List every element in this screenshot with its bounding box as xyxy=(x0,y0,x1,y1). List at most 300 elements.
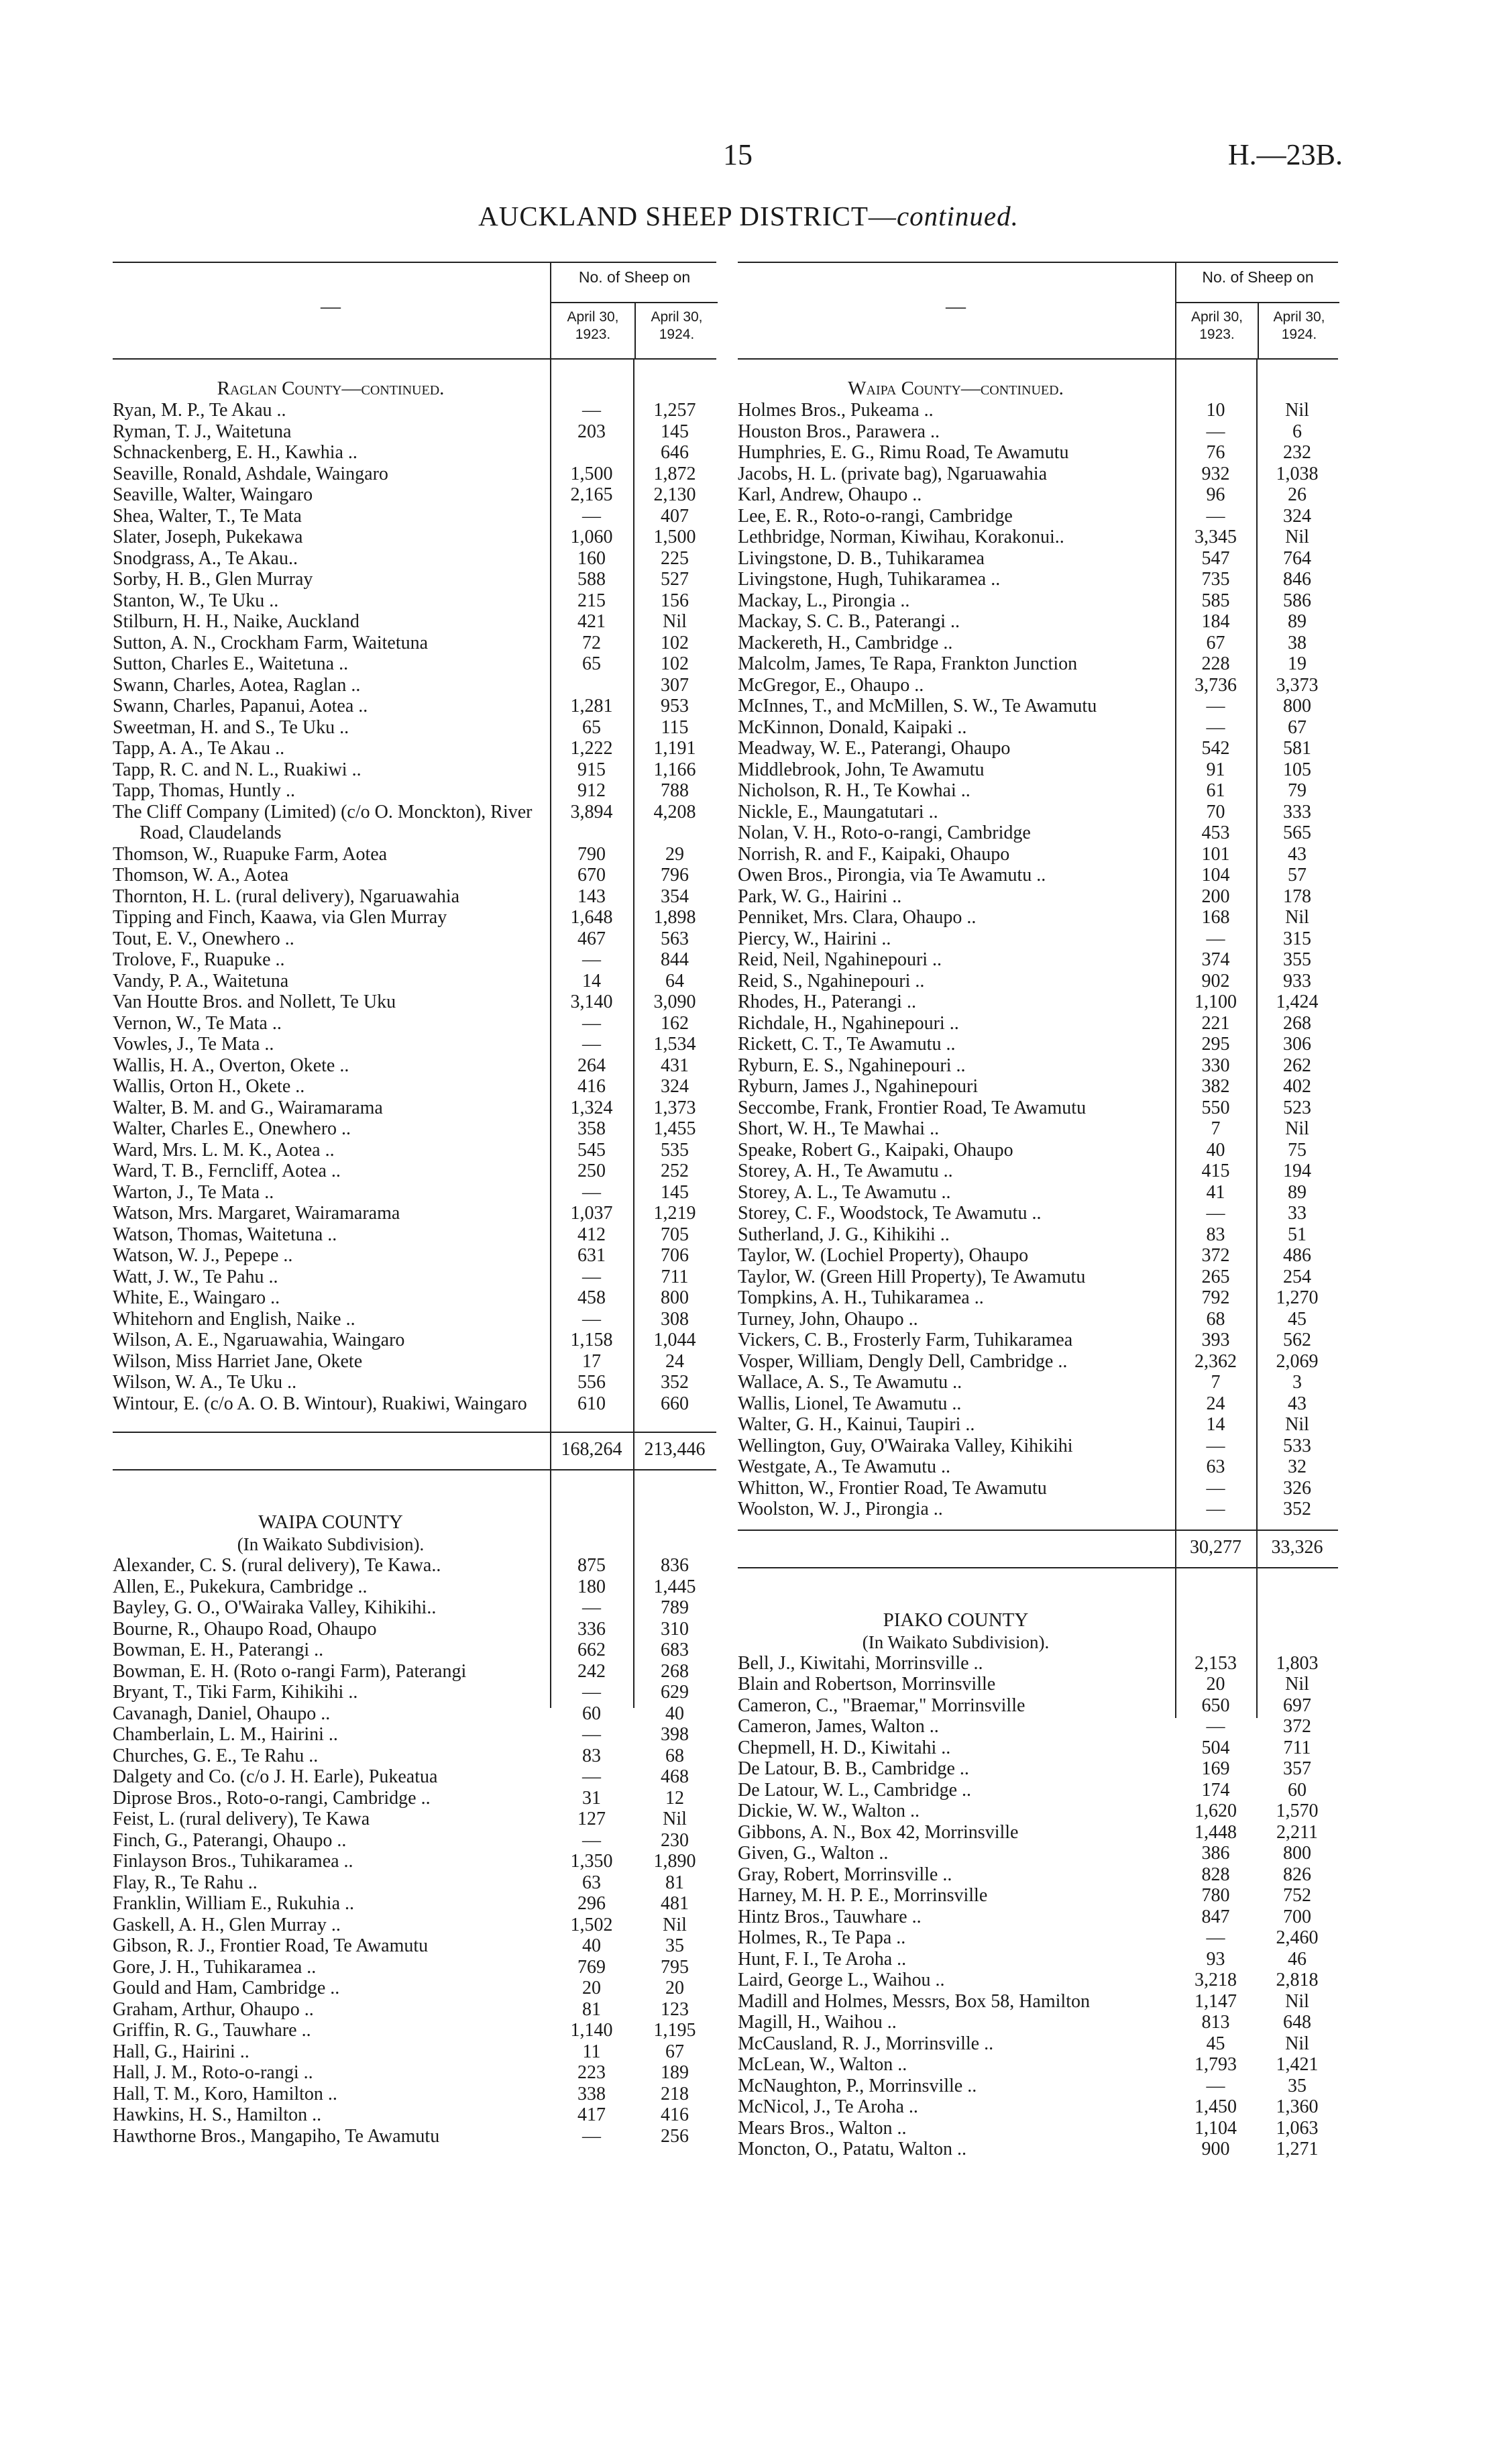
sheep-1923: 174 xyxy=(1201,1779,1230,1801)
table-row xyxy=(738,696,1338,717)
sheep-1923: 545 xyxy=(577,1139,606,1161)
holder-name: Richdale, H., Ngahinepouri .. xyxy=(738,1012,959,1034)
table-row xyxy=(738,569,1338,590)
holder-name: Seaville, Ronald, Ashdale, Waingaro xyxy=(113,463,388,484)
holder-name: Humphries, E. G., Rimu Road, Te Awamutu xyxy=(738,442,1069,463)
holder-name: McLean, W., Walton .. xyxy=(738,2054,907,2075)
table-row xyxy=(113,2062,716,2084)
holder-name: Park, W. G., Hairini .. xyxy=(738,886,902,907)
holder-name: Finch, G., Paterangi, Ohaupo .. xyxy=(113,1829,347,1851)
sheep-1924: 581 xyxy=(1283,738,1311,759)
sheep-1924: 156 xyxy=(661,590,689,611)
sheep-1923: 792 xyxy=(1201,1287,1230,1308)
sheep-1924: Nil xyxy=(1285,527,1309,547)
sheep-1924: 64 xyxy=(665,970,684,992)
sheep-1924: 307 xyxy=(661,674,689,696)
table-row xyxy=(738,1351,1338,1373)
sheep-1924: 178 xyxy=(1283,886,1311,907)
table-row xyxy=(113,442,716,464)
sheep-1923: 3,345 xyxy=(1195,527,1237,547)
sheep-1923: 610 xyxy=(577,1393,606,1414)
sheep-1923: 847 xyxy=(1201,1906,1230,1927)
holder-name: Taylor, W. (Green Hill Property), Te Awamutu xyxy=(738,1266,1086,1287)
sheep-1923: — xyxy=(582,1597,601,1618)
table-row xyxy=(738,548,1338,570)
sheep-1923: 670 xyxy=(577,865,606,886)
document-reference: H.—23B. xyxy=(1227,138,1343,171)
holder-name: Laird, George L., Waihou .. xyxy=(738,1970,945,1990)
sheep-1923: 1,222 xyxy=(570,738,613,759)
holder-name: McCausland, R. J., Morrinsville .. xyxy=(738,2033,994,2054)
table-row xyxy=(113,1203,716,1224)
holder-name: Meadway, W. E., Paterangi, Ohaupo xyxy=(738,738,1011,759)
sheep-1923: 143 xyxy=(577,886,606,907)
sheep-1924: 468 xyxy=(661,1766,689,1787)
table-row xyxy=(113,1330,716,1351)
holder-name: Whitton, W., Frontier Road, Te Awamutu xyxy=(738,1477,1047,1499)
sheep-1923: 7 xyxy=(1211,1118,1221,1139)
holder-name: Owen Bros., Pirongia, via Te Awamutu .. xyxy=(738,865,1046,886)
sheep-1923: 83 xyxy=(1206,1224,1225,1245)
sheep-1924: 1,219 xyxy=(653,1203,696,1224)
sheep-1924: 764 xyxy=(1283,547,1311,569)
sheep-1924: Nil xyxy=(1285,2033,1309,2054)
holder-name: Moncton, O., Patatu, Walton .. xyxy=(738,2139,966,2159)
holder-name: Thomson, W. A., Aotea xyxy=(113,865,289,886)
table-row xyxy=(738,484,1338,506)
sheep-1923: 330 xyxy=(1201,1055,1230,1076)
holder-name: Jacobs, H. L. (private bag), Ngaruawahia xyxy=(738,463,1048,484)
table-row xyxy=(113,886,716,908)
holder-name: Nolan, V. H., Roto-o-rangi, Cambridge xyxy=(738,822,1031,843)
sheep-1924: 1,424 xyxy=(1276,992,1319,1012)
sheep-1923: 264 xyxy=(577,1055,606,1076)
raglan-continued-text: Raglan County—continued. xyxy=(217,378,445,399)
sheep-1924: Nil xyxy=(1285,1990,1309,2012)
holder-name: Gibbons, A. N., Box 42, Morrinsville xyxy=(738,1821,1019,1843)
sheep-1923: 200 xyxy=(1201,886,1230,907)
holder-name: Warton, J., Te Mata .. xyxy=(113,1181,274,1203)
sheep-1924: 256 xyxy=(661,2125,689,2147)
waipa-list-left xyxy=(113,1555,716,2147)
table-row xyxy=(113,1055,716,1077)
table-row xyxy=(738,865,1338,886)
sheep-1923: 76 xyxy=(1206,442,1225,463)
table-row xyxy=(738,2139,1338,2160)
table-row xyxy=(738,2033,1338,2055)
table-row xyxy=(113,506,716,527)
table-row xyxy=(738,780,1338,802)
sheep-1923: — xyxy=(1206,505,1225,527)
table-row xyxy=(113,590,716,612)
holder-name: Shea, Walter, T., Te Mata xyxy=(113,505,302,527)
table-row xyxy=(738,1287,1338,1309)
sheep-1923: 900 xyxy=(1201,2139,1230,2159)
table-row xyxy=(113,1935,716,1957)
holder-name: Watson, Thomas, Waitetuna .. xyxy=(113,1224,337,1245)
holder-name: Nickle, E., Maungatutari .. xyxy=(738,801,938,822)
table-row xyxy=(113,738,716,759)
table-row xyxy=(113,1851,716,1872)
sheep-1924: 352 xyxy=(1283,1499,1311,1519)
sheep-1923: 63 xyxy=(1206,1456,1225,1477)
sheep-1924: 1,257 xyxy=(653,400,696,421)
holder-name: Westgate, A., Te Awamutu .. xyxy=(738,1456,950,1477)
sheep-1924: 67 xyxy=(665,2041,684,2062)
holder-name: Tipping and Finch, Kaawa, via Glen Murray xyxy=(113,907,447,928)
sheep-1924: 194 xyxy=(1283,1161,1311,1181)
sheep-1923: 2,362 xyxy=(1195,1350,1237,1372)
sheep-1923: 1,502 xyxy=(570,1914,613,1935)
piako-subdivision: (In Waikato Subdivision). xyxy=(862,1631,1050,1652)
sheep-1924: 586 xyxy=(1283,590,1311,611)
table-row xyxy=(738,1737,1338,1759)
sheep-1923: 372 xyxy=(1201,1245,1230,1266)
sheep-1923: 875 xyxy=(577,1555,606,1576)
holder-name: Franklin, William E., Rukuhia .. xyxy=(113,1893,354,1914)
sheep-1923: 556 xyxy=(577,1372,606,1393)
holder-name: Blain and Robertson, Morrinsville xyxy=(738,1674,996,1695)
holder-name: Bayley, G. O., O'Wairaka Valley, Kihikihi.. xyxy=(113,1597,437,1618)
table-row xyxy=(738,1780,1338,1801)
table-row xyxy=(113,992,716,1013)
sheep-1923: 1,104 xyxy=(1195,2117,1237,2139)
table-row xyxy=(113,1076,716,1097)
table-row xyxy=(738,1822,1338,1843)
table-row xyxy=(113,2041,716,2063)
table-row xyxy=(738,928,1338,950)
right-header-group-label: No. of Sheep on xyxy=(1202,268,1314,286)
holder-name: Hall, T. M., Koro, Hamilton .. xyxy=(113,2083,337,2104)
sheep-1923: — xyxy=(1206,1927,1225,1948)
sheep-1923: — xyxy=(582,949,601,970)
holder-name: Woolston, W. J., Pirongia .. xyxy=(738,1499,943,1519)
sheep-1924: 2,130 xyxy=(653,484,696,505)
table-row xyxy=(738,1716,1338,1737)
sheep-1923: 374 xyxy=(1201,949,1230,970)
sheep-1923: 588 xyxy=(577,569,606,590)
sheep-1924: 189 xyxy=(661,2062,689,2083)
sheep-1924: 1,534 xyxy=(653,1034,696,1055)
table-row xyxy=(113,1619,716,1640)
table-row xyxy=(738,1456,1338,1478)
right-header-1923: April 30, 1923. xyxy=(1176,302,1258,358)
holder-name: Storey, A. H., Te Awamutu .. xyxy=(738,1161,953,1181)
sheep-1924: 232 xyxy=(1283,442,1311,463)
sheep-1923: 1,140 xyxy=(570,2020,613,2041)
holder-name: Holmes Bros., Pukeama .. xyxy=(738,400,934,421)
table-row xyxy=(738,1393,1338,1415)
sheep-1923: 24 xyxy=(1206,1393,1225,1414)
sheep-1923: 902 xyxy=(1201,970,1230,992)
sheep-1923: — xyxy=(1206,1499,1225,1519)
table-row xyxy=(738,949,1338,971)
holder-name: Hintz Bros., Tauwhare .. xyxy=(738,1906,922,1927)
sheep-1923: 1,450 xyxy=(1195,2096,1237,2117)
holder-name: Sutton, A. N., Crockham Farm, Waitetuna xyxy=(113,632,429,653)
sheep-1923: 421 xyxy=(577,611,606,632)
sheep-1924: 123 xyxy=(661,1998,689,2020)
sheep-1924: 1,063 xyxy=(1276,2117,1319,2139)
sheep-1923: 296 xyxy=(577,1893,606,1914)
table-row xyxy=(738,1801,1338,1822)
table-row xyxy=(113,1245,716,1267)
table-row xyxy=(113,633,716,654)
table-row xyxy=(113,2104,716,2126)
sheep-1924: 3,373 xyxy=(1276,674,1319,696)
holder-name: McInnes, T., and McMillen, S. W., Te Awamutu xyxy=(738,696,1097,716)
sheep-1923: 1,060 xyxy=(570,527,613,547)
sheep-1924: 33 xyxy=(1288,1203,1307,1224)
table-row xyxy=(113,844,716,865)
holder-name: McNicol, J., Te Aroha .. xyxy=(738,2096,918,2117)
sheep-1924: 1,373 xyxy=(653,1097,696,1118)
sheep-1924: 481 xyxy=(661,1893,689,1914)
table-row xyxy=(738,590,1338,612)
sheep-1924: 1,570 xyxy=(1276,1801,1319,1821)
holder-name: Vickers, C. B., Frosterly Farm, Tuhikaramea xyxy=(738,1330,1073,1350)
sheep-1924: 2,211 xyxy=(1276,1821,1318,1843)
holder-name: De Latour, B. B., Cambridge .. xyxy=(738,1758,969,1779)
sheep-1923: 169 xyxy=(1201,1758,1230,1779)
waipa-total-1923: 30,277 xyxy=(1190,1536,1241,1558)
table-row xyxy=(113,1267,716,1288)
holder-name: Mackay, S. C. B., Paterangi .. xyxy=(738,611,960,632)
holder-name: Norrish, R. and F., Kaipaki, Ohaupo xyxy=(738,843,1010,865)
sheep-1923: 14 xyxy=(582,970,601,992)
sheep-1924: 1,044 xyxy=(653,1330,696,1350)
holder-name: Allen, E., Pukekura, Cambridge .. xyxy=(113,1576,368,1597)
table-row xyxy=(113,928,716,950)
holder-name: Watson, W. J., Pepepe .. xyxy=(113,1245,293,1266)
waipa-continued-heading xyxy=(738,377,1174,400)
table-row xyxy=(738,1970,1338,1991)
sheep-1923: 10 xyxy=(1206,400,1225,421)
holder-name: Malcolm, James, Te Rapa, Frankton Junction xyxy=(738,653,1078,674)
sheep-1924: 705 xyxy=(661,1224,689,1245)
table-row xyxy=(738,822,1338,844)
holder-name: Wallis, Orton H., Okete .. xyxy=(113,1076,305,1097)
sheep-1923: — xyxy=(1206,716,1225,738)
sheep-1923: 7 xyxy=(1211,1372,1221,1393)
sheep-1924: 81 xyxy=(665,1872,684,1893)
sheep-1923: 453 xyxy=(1201,822,1230,843)
sheep-1923: — xyxy=(582,1012,601,1034)
holder-name: Taylor, W. (Lochiel Property), Ohaupo xyxy=(738,1245,1029,1266)
raglan-total-1924: 213,446 xyxy=(644,1439,706,1460)
sheep-1924: 51 xyxy=(1288,1224,1307,1245)
sheep-1924: 527 xyxy=(661,569,689,590)
sheep-1924: 105 xyxy=(1283,759,1311,780)
right-table-header xyxy=(738,262,1338,360)
sheep-1924: 800 xyxy=(1283,1843,1311,1864)
sheep-1923: 1,500 xyxy=(570,463,613,484)
sheep-1924: 19 xyxy=(1288,653,1307,674)
table-row xyxy=(113,1597,716,1619)
table-row xyxy=(738,802,1338,823)
table-row xyxy=(738,1758,1338,1780)
table-row xyxy=(113,1957,716,1978)
sheep-1924: 562 xyxy=(1283,1330,1311,1350)
sheep-1924: 697 xyxy=(1283,1695,1311,1716)
sheep-1924: 1,195 xyxy=(653,2020,696,2041)
holder-name: Stilburn, H. H., Naike, Auckland xyxy=(113,611,359,632)
sheep-1924: 43 xyxy=(1288,843,1307,865)
sheep-1924: 844 xyxy=(661,949,689,970)
holder-name: Houston Bros., Parawera .. xyxy=(738,421,940,442)
left-header-group-label: No. of Sheep on xyxy=(578,268,691,286)
sheep-1923: 467 xyxy=(577,928,606,949)
holder-name: Short, W. H., Te Mawhai .. xyxy=(738,1118,940,1139)
table-row xyxy=(738,464,1338,485)
table-row xyxy=(738,844,1338,865)
sheep-1923: 160 xyxy=(577,547,606,569)
holder-name: Bowman, E. H., Paterangi .. xyxy=(113,1640,324,1660)
holder-name: Storey, C. F., Woodstock, Te Awamutu .. xyxy=(738,1203,1042,1224)
holder-name: Diprose Bros., Roto-o-rangi, Cambridge .. xyxy=(113,1787,431,1809)
sheep-1924: 60 xyxy=(1288,1779,1307,1801)
table-row xyxy=(113,2020,716,2041)
raglan-continued-heading xyxy=(113,377,549,400)
sheep-1923: 184 xyxy=(1201,611,1230,632)
sheep-1923: 1,793 xyxy=(1195,2054,1237,2075)
sheep-1924: 1,271 xyxy=(1276,2139,1319,2159)
sheep-1924: 523 xyxy=(1283,1097,1311,1118)
table-row xyxy=(113,1097,716,1119)
holder-name: Dickie, W. W., Walton .. xyxy=(738,1801,920,1821)
waipa-subdivision: (In Waikato Subdivision). xyxy=(237,1534,425,1554)
sheep-1923: 542 xyxy=(1201,738,1230,759)
table-row xyxy=(113,1182,716,1203)
table-row xyxy=(738,1653,1338,1674)
table-row xyxy=(738,2118,1338,2139)
holder-name: Rhodes, H., Paterangi .. xyxy=(738,992,916,1012)
sheep-1923: 813 xyxy=(1201,2012,1230,2033)
table-row xyxy=(738,1674,1338,1695)
sheep-1923: 1,100 xyxy=(1195,992,1237,1012)
table-row xyxy=(113,2084,716,2105)
holder-name: Bell, J., Kiwitahi, Morrinsville .. xyxy=(738,1652,983,1674)
sheep-1923: — xyxy=(1206,928,1225,949)
sheep-1923: 70 xyxy=(1206,801,1225,822)
table-row xyxy=(738,1330,1338,1351)
holder-name: Lee, E. R., Roto-o-rangi, Cambridge xyxy=(738,505,1013,527)
holder-name: Tapp, A. A., Te Akau .. xyxy=(113,738,285,759)
table-row xyxy=(113,653,716,675)
raglan-list xyxy=(113,400,716,1414)
sheep-1923: 412 xyxy=(577,1224,606,1245)
holder-name: Given, G., Walton .. xyxy=(738,1843,889,1864)
sheep-1923: 45 xyxy=(1206,2033,1225,2054)
holder-name: Mackereth, H., Cambridge .. xyxy=(738,632,953,653)
sheep-1924: 800 xyxy=(661,1287,689,1308)
sheep-1923: — xyxy=(1206,1203,1225,1224)
right-header-1924: April 30, 1924. xyxy=(1258,302,1339,358)
table-row xyxy=(738,400,1338,421)
holder-name: Sutton, Charles E., Waitetuna .. xyxy=(113,653,349,674)
sheep-1924: Nil xyxy=(1285,907,1309,928)
holder-name: Harney, M. H. P. E., Morrinsville xyxy=(738,1885,988,1906)
table-row xyxy=(113,865,716,886)
sheep-1923: 585 xyxy=(1201,590,1230,611)
sheep-1923: 93 xyxy=(1206,1948,1225,1970)
sheep-1924: 324 xyxy=(1283,505,1311,527)
sheep-1924: 115 xyxy=(661,716,689,738)
holder-name: Whitehorn and English, Naike .. xyxy=(113,1308,355,1330)
table-row xyxy=(113,1034,716,1055)
sheep-1923: — xyxy=(1206,1477,1225,1499)
sheep-1923: 11 xyxy=(582,2041,601,2062)
table-row xyxy=(113,1746,716,1767)
sheep-1923: — xyxy=(1206,1435,1225,1456)
holder-name: Van Houtte Bros. and Nollett, Te Uku xyxy=(113,992,396,1012)
holder-name: Griffin, R. G., Tauwhare .. xyxy=(113,2020,311,2041)
sheep-1923: 780 xyxy=(1201,1885,1230,1906)
holder-name: Livingstone, D. B., Tuhikaramea xyxy=(738,547,985,569)
sheep-1923: 1,350 xyxy=(570,1851,613,1872)
sheep-1924: 933 xyxy=(1283,970,1311,992)
sheep-1924: 795 xyxy=(661,1956,689,1978)
holder-name: Flay, R., Te Rahu .. xyxy=(113,1872,258,1893)
sheep-1924: 711 xyxy=(1283,1737,1311,1758)
sheep-1923: 203 xyxy=(577,421,606,442)
table-row xyxy=(113,400,716,421)
sheep-1924: 145 xyxy=(661,421,689,442)
table-row xyxy=(738,2012,1338,2033)
holder-name: Vandy, P. A., Waitetuna xyxy=(113,970,289,992)
holder-name: Ryburn, E. S., Ngahinepouri .. xyxy=(738,1055,966,1076)
table-row xyxy=(738,653,1338,675)
sheep-1924: 431 xyxy=(661,1055,689,1076)
sheep-1923: — xyxy=(582,505,601,527)
sheep-1924: 2,818 xyxy=(1276,1970,1319,1990)
sheep-1924: 535 xyxy=(661,1139,689,1161)
table-row xyxy=(113,1661,716,1682)
sheep-1923: — xyxy=(582,1766,601,1787)
sheep-1923: 1,648 xyxy=(570,907,613,928)
sheep-1924: 800 xyxy=(1283,696,1311,716)
table-row xyxy=(738,1076,1338,1097)
table-row xyxy=(738,1140,1338,1161)
holder-name: Rickett, C. T., Te Awamutu .. xyxy=(738,1034,956,1055)
sheep-1923: 790 xyxy=(577,843,606,865)
holder-name: Wintour, E. (c/o A. O. B. Wintour), Ruakiwi, Waingaro xyxy=(113,1393,527,1414)
table-row xyxy=(738,611,1338,633)
table-row xyxy=(738,1864,1338,1886)
sheep-1923: — xyxy=(582,1181,601,1203)
sheep-1924: 533 xyxy=(1283,1435,1311,1456)
sheep-1924: 2,460 xyxy=(1276,1927,1319,1948)
sheep-1924: 306 xyxy=(1283,1034,1311,1055)
left-table-header xyxy=(113,262,716,360)
holder-name: Swann, Charles, Papanui, Aotea .. xyxy=(113,696,368,716)
sheep-1923: 550 xyxy=(1201,1097,1230,1118)
table-row xyxy=(113,1703,716,1725)
sheep-1924: 1,360 xyxy=(1276,2096,1319,2117)
left-table-body xyxy=(113,360,716,2147)
sheep-1924: 355 xyxy=(1283,949,1311,970)
table-row xyxy=(113,802,716,844)
table-row xyxy=(113,1978,716,1999)
sheep-1923: 3,218 xyxy=(1195,1970,1237,1990)
table-row xyxy=(738,1203,1338,1224)
page-title xyxy=(0,200,1497,232)
sheep-1923: 60 xyxy=(582,1703,601,1724)
table-row xyxy=(113,949,716,971)
holder-name: Finlayson Bros., Tuhikaramea .. xyxy=(113,1851,353,1872)
table-row xyxy=(113,1766,716,1788)
right-table-body xyxy=(738,360,1338,2160)
